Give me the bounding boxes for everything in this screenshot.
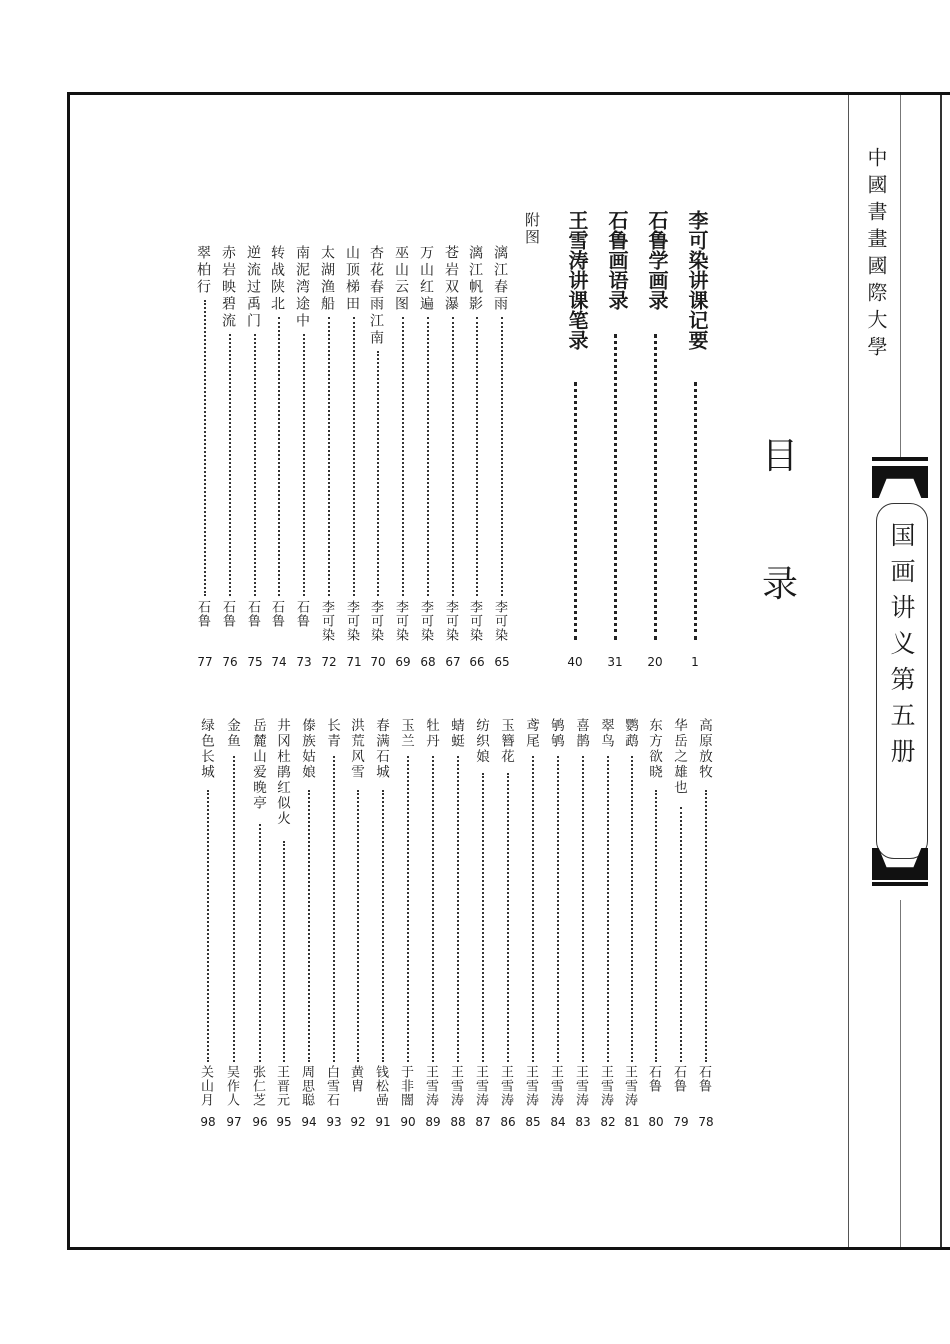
toc-page-number: 84 [550, 1115, 566, 1129]
toc-leader-dots [308, 790, 310, 1062]
toc-leader-dots [457, 756, 459, 1062]
toc-page-number: 66 [469, 655, 485, 669]
toc-entry-title: 转战陕北 [269, 245, 285, 313]
toc-leader-dots [353, 317, 355, 596]
toc-page-number: 81 [624, 1115, 640, 1129]
toc-entry-title: 鸢尾 [523, 718, 539, 749]
university-title: 中國書畫國際大學 [864, 147, 888, 363]
toc-entry-author: 李可染 [443, 600, 458, 642]
toc-page-number: 96 [252, 1115, 268, 1129]
toc-leader-dots [283, 841, 285, 1062]
toc-page-number: 94 [301, 1115, 317, 1129]
toc-entry-title: 赤岩映碧流 [220, 245, 236, 330]
toc-entry [603, 210, 627, 671]
toc-entry [521, 718, 545, 1131]
toc-entry-title: 漓江春雨 [492, 245, 508, 313]
toc-entry-author: 王雪涛 [423, 1065, 438, 1107]
toc-page-number: 89 [425, 1115, 441, 1129]
toc-page-number: 97 [226, 1115, 242, 1129]
toc-leader-dots [204, 300, 206, 596]
toc-entry-author: 李可染 [492, 600, 507, 642]
toc-page-number: 79 [673, 1115, 689, 1129]
toc-page-number: 86 [500, 1115, 516, 1129]
toc-entry-title: 苍岩双瀑 [443, 245, 459, 313]
toc-entry-title: 王雪涛讲课笔录 [565, 210, 589, 350]
toc-entry-title: 李可染讲课记要 [685, 210, 709, 350]
toc-entry-author: 周思聪 [299, 1065, 314, 1107]
toc-entry [669, 718, 693, 1131]
toc-entry [317, 245, 341, 671]
toc-entry-author: 张仁芝 [250, 1065, 265, 1107]
toc-entry-author: 李可染 [418, 600, 433, 642]
toc-leader-dots [631, 756, 633, 1062]
toc-leader-dots [694, 382, 697, 640]
toc-entry [346, 718, 370, 1131]
toc-entry [396, 718, 420, 1131]
toc-entry-title: 牡丹 [423, 718, 439, 749]
toc-entry-author: 王雪涛 [548, 1065, 563, 1107]
toc-entry-title: 井冈杜鹃红似火 [274, 718, 290, 827]
toc-entry [193, 245, 217, 671]
toc-entry-title: 绿色长城 [198, 718, 214, 780]
toc-leader-dots [680, 807, 682, 1062]
toc-entry-author: 石鲁 [646, 1065, 661, 1093]
toc-entry [196, 718, 220, 1131]
volume-title: 国画讲义第五册 [887, 522, 916, 774]
toc-entry-title: 鹦鹉 [622, 718, 638, 749]
toc-page-number: 92 [350, 1115, 366, 1129]
toc-entry [416, 245, 440, 671]
toc-entry-author: 王雪涛 [498, 1065, 513, 1107]
toc-entry-title: 玉簪花 [498, 718, 514, 765]
toc-entry-title: 傣族姑娘 [299, 718, 315, 780]
toc-entry-title: 华岳之雄也 [671, 718, 687, 796]
toc-entry-title: 太湖渔船 [319, 245, 335, 313]
toc-entry [644, 718, 668, 1131]
toc-entry [643, 210, 667, 671]
toc-leader-dots [654, 334, 657, 640]
toc-entry [683, 210, 707, 671]
toc-page-number: 90 [400, 1115, 416, 1129]
toc-leader-dots [357, 790, 359, 1062]
toc-entry [272, 718, 296, 1131]
ornament-top-bar [872, 457, 928, 461]
toc-entry [421, 718, 445, 1131]
toc-page-number: 88 [450, 1115, 466, 1129]
toc-entry-title: 逆流过禹门 [245, 245, 261, 330]
toc-entry-author: 黄胄 [348, 1065, 363, 1093]
ornament-bottom-bar [872, 882, 928, 886]
toc-entry-title: 春满石城 [373, 718, 389, 780]
toc-entry-author: 于非闇 [398, 1065, 413, 1107]
toc-leader-dots [259, 824, 261, 1062]
toc-entry-title: 山顶梯田 [344, 245, 360, 313]
toc-leader-dots [532, 756, 534, 1062]
toc-entry [248, 718, 272, 1131]
toc-entry-author: 王晋元 [274, 1065, 289, 1107]
toc-leader-dots [507, 773, 509, 1062]
toc-entry [243, 245, 267, 671]
toc-leader-dots [614, 334, 617, 640]
toc-leader-dots [501, 317, 503, 596]
toc-entry [297, 718, 321, 1131]
toc-page-number: 69 [395, 655, 411, 669]
toc-entry-author: 石鲁 [671, 1065, 686, 1093]
toc-entry-title: 漓江帆影 [467, 245, 483, 313]
toc-leader-dots [557, 756, 559, 1062]
toc-entry-title: 东方欲晓 [646, 718, 662, 780]
spine-divider-right [940, 95, 942, 1247]
toc-entry-author: 李可染 [393, 600, 408, 642]
toc-entry-author: 石鲁 [245, 600, 260, 628]
toc-entry-author: 李可染 [467, 600, 482, 642]
toc-entry [391, 245, 415, 671]
toc-page-number: 73 [296, 655, 312, 669]
toc-entry-title: 蜻蜓 [448, 718, 464, 749]
spine-divider-left [848, 95, 849, 1247]
toc-entry [366, 245, 390, 671]
toc-entry-title: 翠鸟 [598, 718, 614, 749]
toc-leader-dots [427, 317, 429, 596]
toc-entry [465, 245, 489, 671]
toc-entry-author: 李可染 [368, 600, 383, 642]
toc-entry [222, 718, 246, 1131]
toc-entry-title: 长青 [324, 718, 340, 749]
toc-entry-title: 洪荒风雪 [348, 718, 364, 780]
toc-page-number: 91 [375, 1115, 391, 1129]
toc-entry-title: 金鱼 [224, 718, 240, 749]
toc-page-number: 68 [420, 655, 436, 669]
toc-entry-author: 李可染 [319, 600, 334, 642]
toc-page-number: 75 [247, 655, 263, 669]
toc-entry [441, 245, 465, 671]
toc-entry-title: 岳麓山爱晚亭 [250, 718, 266, 811]
toc-entry [292, 245, 316, 671]
toc-page-number: 65 [494, 655, 510, 669]
toc-leader-dots [705, 790, 707, 1062]
toc-leader-dots [407, 756, 409, 1062]
toc-entry-title: 鸲鸲 [548, 718, 564, 749]
toc-entry-title: 纺织娘 [473, 718, 489, 765]
toc-page-number: 74 [271, 655, 287, 669]
toc-entry-author: 王雪涛 [473, 1065, 488, 1107]
toc-entry [490, 245, 514, 671]
toc-entry-author: 石鲁 [294, 600, 309, 628]
toc-entry [546, 718, 570, 1131]
toc-page-number: 77 [197, 655, 213, 669]
toc-page-number: 87 [475, 1115, 491, 1129]
toc-leader-dots [377, 351, 379, 596]
toc-entry-author: 白雪石 [324, 1065, 339, 1107]
toc-leader-dots [254, 334, 256, 596]
toc-entry-author: 石鲁 [195, 600, 210, 628]
heading-lu: 录 [762, 564, 799, 605]
toc-entry-title: 玉兰 [398, 718, 414, 749]
toc-entry [596, 718, 620, 1131]
toc-leader-dots [382, 790, 384, 1062]
toc-entry-author: 吴作人 [224, 1065, 239, 1107]
toc-leader-dots [278, 317, 280, 596]
toc-page-number: 98 [200, 1115, 216, 1129]
heading-mu: 目 [762, 436, 799, 477]
toc-page-number: 20 [647, 655, 663, 669]
toc-page-number: 82 [600, 1115, 616, 1129]
toc-leader-dots [328, 317, 330, 596]
toc-entry-title: 石鲁学画录 [645, 210, 669, 310]
toc-page-number: 80 [648, 1115, 664, 1129]
toc-entry-title: 南泥湾途中 [294, 245, 310, 330]
toc-entry-author: 王雪涛 [523, 1065, 538, 1107]
toc-entry [496, 718, 520, 1131]
toc-leader-dots [452, 317, 454, 596]
toc-leader-dots [207, 790, 209, 1062]
toc-leader-dots [574, 382, 577, 640]
toc-entry-title: 石鲁画语录 [605, 210, 629, 310]
toc-entry [322, 718, 346, 1131]
toc-entry-author: 钱松喦 [373, 1065, 388, 1107]
spine-upper-rule [900, 95, 901, 457]
toc-page-number: 40 [567, 655, 583, 669]
toc-entry-author: 关山月 [198, 1065, 213, 1107]
toc-leader-dots [482, 773, 484, 1062]
toc-page-number: 95 [276, 1115, 292, 1129]
toc-entry-title: 杏花春雨江南 [368, 245, 384, 347]
toc-entry [371, 718, 395, 1131]
toc-leader-dots [233, 756, 235, 1062]
toc-entry [218, 245, 242, 671]
toc-entry [571, 718, 595, 1131]
appendix-label: 附图 [523, 212, 541, 246]
toc-page-number: 70 [370, 655, 386, 669]
toc-entry-title: 高原放牧 [696, 718, 712, 780]
toc-page-number: 1 [691, 655, 699, 669]
toc-page-number: 93 [326, 1115, 342, 1129]
toc-leader-dots [229, 334, 231, 596]
toc-leader-dots [333, 756, 335, 1062]
toc-page-number: 76 [222, 655, 238, 669]
toc-entry [563, 210, 587, 671]
toc-leader-dots [607, 756, 609, 1062]
toc-entry-author: 石鲁 [220, 600, 235, 628]
toc-page-number: 71 [346, 655, 362, 669]
toc-entry [342, 245, 366, 671]
toc-entry [267, 245, 291, 671]
toc-leader-dots [432, 756, 434, 1062]
toc-page-number: 85 [525, 1115, 541, 1129]
spine-lower-rule [900, 900, 901, 1247]
toc-leader-dots [655, 790, 657, 1062]
toc-page-number: 83 [575, 1115, 591, 1129]
toc-entry [446, 718, 470, 1131]
toc-page-number: 67 [445, 655, 461, 669]
toc-entry-author: 王雪涛 [598, 1065, 613, 1107]
toc-entry-author: 李可染 [344, 600, 359, 642]
toc-entry-author: 王雪涛 [622, 1065, 637, 1107]
toc-page-number: 31 [607, 655, 623, 669]
toc-entry [620, 718, 644, 1131]
toc-entry-title: 喜鹊 [573, 718, 589, 749]
toc-entry-title: 巫山云图 [393, 245, 409, 313]
toc-leader-dots [303, 334, 305, 596]
toc-leader-dots [582, 756, 584, 1062]
toc-entry-author: 石鲁 [696, 1065, 711, 1093]
toc-leader-dots [402, 317, 404, 596]
toc-page-number: 72 [321, 655, 337, 669]
toc-entry-author: 石鲁 [269, 600, 284, 628]
toc-entry [471, 718, 495, 1131]
toc-entry [694, 718, 718, 1131]
toc-entry-author: 王雪涛 [573, 1065, 588, 1107]
toc-entry-title: 万山红遍 [418, 245, 434, 313]
toc-entry-author: 王雪涛 [448, 1065, 463, 1107]
toc-page-number: 78 [698, 1115, 714, 1129]
toc-leader-dots [476, 317, 478, 596]
toc-entry-title: 翠柏行 [195, 245, 211, 296]
